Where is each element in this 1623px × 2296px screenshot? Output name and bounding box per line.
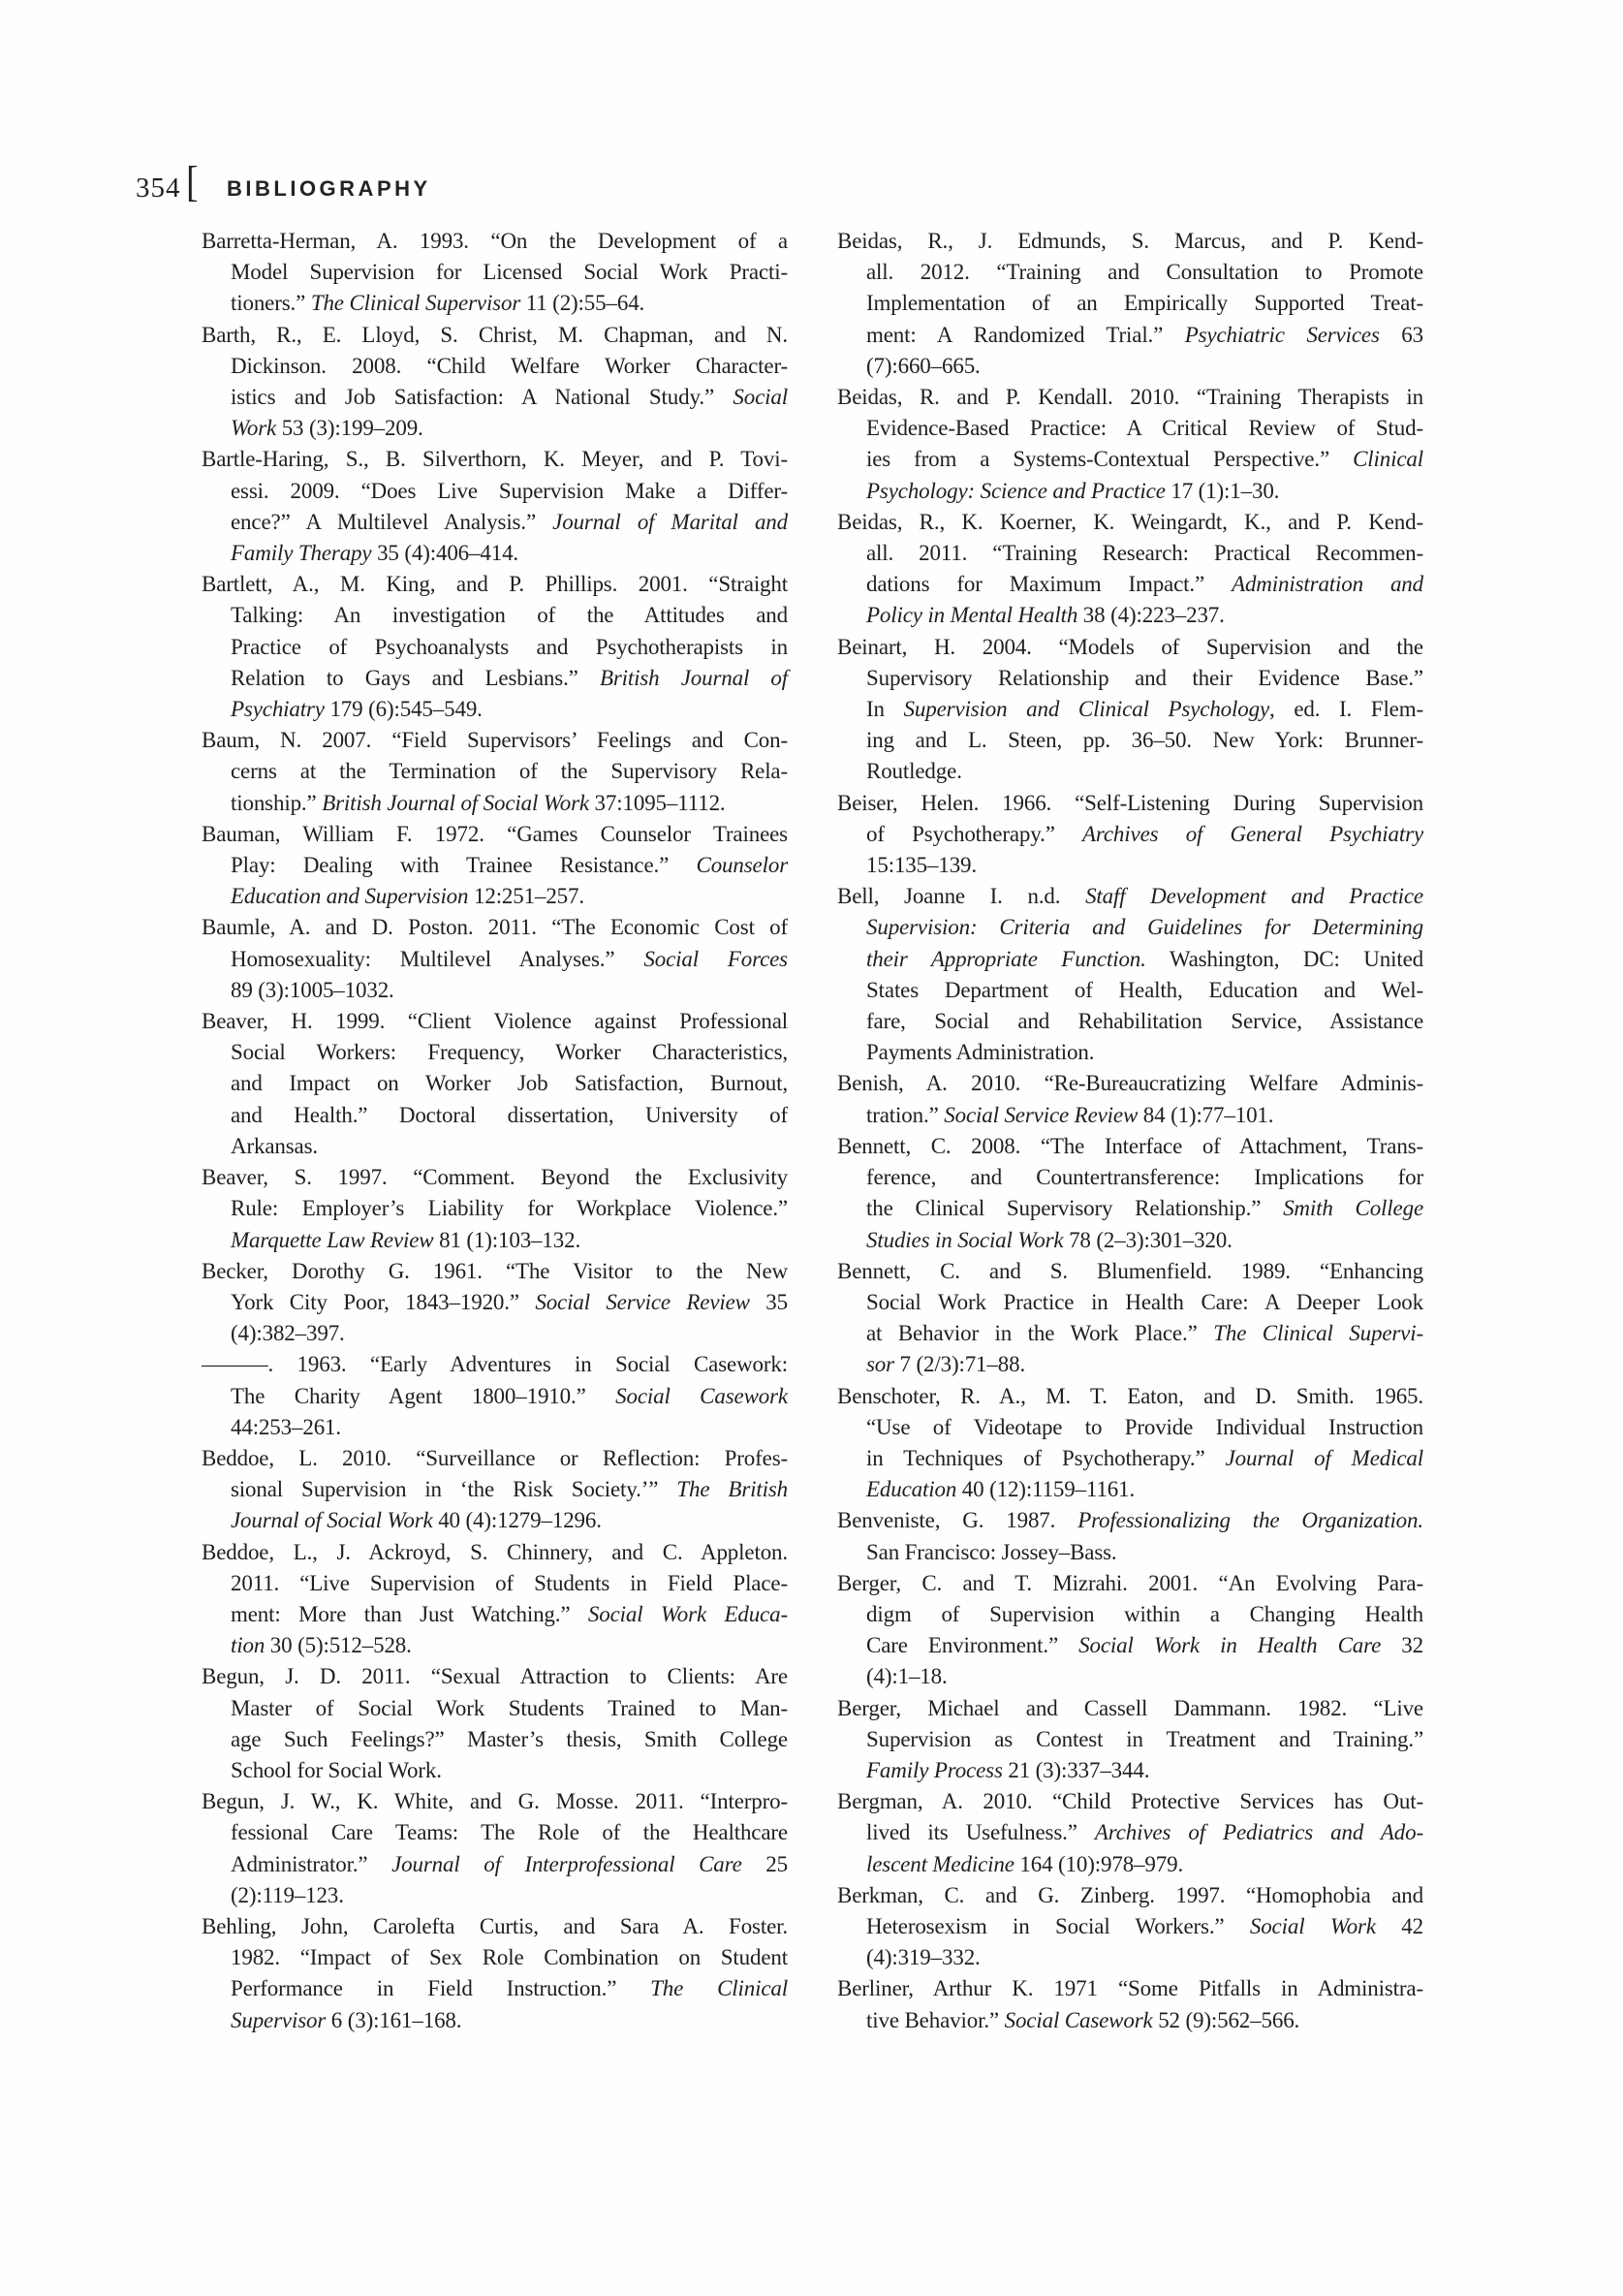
bib-entry-line: tive Behavior.” Social Casework 52 (9):562–566. [866, 2007, 1300, 2032]
bib-entry-line: Work 53 (3):199–209. [231, 416, 423, 441]
bib-entry-line: istics and Job Satisfaction: A National Study.” Social [231, 385, 788, 410]
bib-entry-line: (4):1–18. [866, 1664, 948, 1689]
bib-entry-line: Bartlett, A., M. King, and P. Phillips. 2001. “Straight [202, 572, 788, 597]
bib-entry-line: Performance in Field Instruction.” The Clinical [231, 1976, 788, 2001]
bib-entry-line: Begun, J. D. 2011. “Sexual Attraction to Clients: Are [202, 1664, 788, 1689]
bib-entry-line: Routledge. [866, 759, 962, 784]
bib-entry [202, 320, 788, 445]
bib-entry [837, 1880, 1423, 1974]
bib-entry-line: Beddoe, L. 2010. “Surveillance or Reflection: Profes- [202, 1445, 788, 1470]
bib-entry-line: Beiser, Helen. 1966. “Self-Listening During Supervision [837, 790, 1423, 815]
bib-entry-line: fessional Care Teams: The Role of the Healthcare [231, 1820, 788, 1845]
bib-entry [837, 1068, 1423, 1130]
bib-entry-line: tion 30 (5):512–528. [231, 1633, 412, 1658]
bib-entry-line: ies from a Systems-Contextual Perspective.” Clinical [866, 447, 1423, 472]
bib-entry-line: Practice of Psychoanalysts and Psychotherapists in [231, 634, 788, 659]
bib-entry-line: Berger, C. and T. Mizrahi. 2001. “An Evolving Para- [837, 1570, 1423, 1595]
bib-entry [202, 1537, 788, 1662]
bib-entry-line: Social Workers: Frequency, Worker Characteristics, [231, 1040, 788, 1065]
bib-entry-line: In Supervision and Clinical Psychology, ed. I. Flem- [866, 697, 1423, 722]
bib-entry-line: Heterosexism in Social Workers.” Social Work 42 [866, 1913, 1423, 1938]
bib-entry-line: ———. 1963. “Early Adventures in Social Casework: [202, 1352, 788, 1377]
bib-entry-line: Care Environment.” Social Work in Health Care 32 [866, 1633, 1423, 1658]
bib-entry-line: Benish, A. 2010. “Re-Bureaucratizing Welfare Adminis- [837, 1071, 1423, 1096]
bib-entry-line: Evidence-Based Practice: A Critical Review of Stud- [866, 416, 1423, 441]
bib-entry-line: Beaver, S. 1997. “Comment. Beyond the Exclusivity [202, 1165, 788, 1190]
bib-entry [202, 226, 788, 320]
bib-entry-line: tration.” Social Service Review 84 (1):77–101. [866, 1102, 1274, 1127]
bib-entry-line: Supervisor 6 (3):161–168. [231, 2007, 462, 2032]
bib-entry-line: their Appropriate Function. Washington, DC: United [866, 946, 1423, 971]
bib-entry-line: Begun, J. W., K. White, and G. Mosse. 2011. “Interpro- [202, 1789, 788, 1814]
bib-entry [837, 226, 1423, 382]
bib-entry-line: Benveniste, G. 1987. Professionalizing the Organization. [837, 1508, 1423, 1533]
bib-entry-line: York City Poor, 1843–1920.” Social Service Review 35 [231, 1289, 788, 1314]
bib-entry-line: ment: More than Just Watching.” Social Work Educa- [231, 1601, 788, 1626]
bib-entry-line: Rule: Employer’s Liability for Workplace Violence.” [231, 1196, 788, 1221]
bib-entry-line: all. 2012. “Training and Consultation to Promote [866, 260, 1423, 285]
bib-entry [837, 1786, 1423, 1880]
bib-entry-line: Beinart, H. 2004. “Models of Supervision and the [837, 634, 1423, 659]
bib-entry-line: in Techniques of Psychotherapy.” Journal of Medical [866, 1445, 1423, 1470]
bib-entry-line: 2011. “Live Supervision of Students in Field Place- [231, 1570, 788, 1595]
bibliography-column-right [837, 226, 1423, 2036]
bib-entry-line: Marquette Law Review 81 (1):103–132. [231, 1227, 581, 1252]
bib-entry-line: Administrator.” Journal of Interprofessional Care 25 [231, 1851, 788, 1876]
bib-entry-line: Bartle-Haring, S., B. Silverthorn, K. Meyer, and P. Tovi- [202, 447, 788, 472]
bib-entry-line: (7):660–665. [866, 353, 981, 378]
bib-entry-line: Homosexuality: Multilevel Analyses.” Social Forces [231, 946, 788, 971]
bib-entry-line: Psychiatry 179 (6):545–549. [231, 697, 483, 722]
bibliography-column-left [202, 226, 788, 2036]
bib-entry-line: Beidas, R., K. Koerner, K. Weingardt, K., and P. Kend- [837, 509, 1423, 534]
bib-entry-line: ing and L. Steen, pp. 36–50. New York: Brunner- [866, 728, 1423, 753]
bib-entry-line: Beidas, R., J. Edmunds, S. Marcus, and P. Kend- [837, 229, 1423, 253]
bib-entry [202, 1006, 788, 1162]
bib-entry [837, 507, 1423, 632]
bib-entry [202, 725, 788, 819]
bib-entry-line: Berkman, C. and G. Zinberg. 1997. “Homophobia and [837, 1882, 1423, 1907]
bib-entry-line: essi. 2009. “Does Live Supervision Make a Differ- [231, 478, 788, 503]
bib-entry-line: Benschoter, R. A., M. T. Eaton, and D. Smith. 1965. [837, 1383, 1423, 1408]
bib-entry-line: Supervisory Relationship and their Evidence Base.” [866, 665, 1423, 690]
bib-entry [202, 1661, 788, 1786]
bib-entry-line: age Such Feelings?” Master’s thesis, Smith College [231, 1726, 788, 1751]
bib-entry-line: ference, and Countertransference: Implications for [866, 1165, 1423, 1190]
bib-entry-line: Policy in Mental Health 38 (4):223–237. [866, 603, 1225, 628]
bib-entry-line: 89 (3):1005–1032. [231, 977, 394, 1002]
bib-entry-line: Education 40 (12):1159–1161. [866, 1477, 1136, 1502]
bib-entry-line: Bergman, A. 2010. “Child Protective Services has Out- [837, 1789, 1423, 1814]
bib-entry [202, 569, 788, 725]
bib-entry [837, 1381, 1423, 1506]
bib-entry-line: Master of Social Work Students Trained to Man- [231, 1695, 788, 1720]
bib-entry-line: Baumle, A. and D. Poston. 2011. “The Economic Cost of [202, 915, 788, 940]
bib-entry [202, 1911, 788, 2036]
bib-entry-line: Implementation of an Empirically Supported Treat- [866, 291, 1423, 316]
bib-entry-line: Relation to Gays and Lesbians.” British Journal of [231, 665, 788, 690]
bib-entry-line: (2):119–123. [231, 1882, 344, 1907]
bib-entry [837, 1505, 1423, 1567]
bib-entry-line: Baum, N. 2007. “Field Supervisors’ Feelings and Con- [202, 728, 788, 753]
bib-entry-line: Bennett, C. 2008. “The Interface of Attachment, Trans- [837, 1133, 1423, 1158]
bib-entry-line: digm of Supervision within a Changing Health [866, 1601, 1423, 1626]
bib-entry-line: Talking: An investigation of the Attitudes and [231, 603, 788, 628]
bib-entry-line: Payments Administration. [866, 1040, 1095, 1065]
bib-entry-line: Psychology: Science and Practice 17 (1):1–30. [866, 478, 1280, 503]
bib-entry-line: “Use of Videotape to Provide Individual Instruction [866, 1414, 1423, 1439]
bib-entry-line: Family Therapy 35 (4):406–414. [231, 541, 519, 566]
bib-entry-line: The Charity Agent 1800–1910.” Social Casework [231, 1383, 788, 1408]
bib-entry-line: Barretta-Herman, A. 1993. “On the Development of a [202, 229, 788, 253]
bib-entry [837, 382, 1423, 507]
bib-entry-line: States Department of Health, Education and Wel- [866, 977, 1423, 1002]
bib-entry-line: Supervision: Criteria and Guidelines for Determining [866, 915, 1423, 940]
bib-entry-line: School for Social Work. [231, 1757, 442, 1782]
bib-entry-line: Berliner, Arthur K. 1971 “Some Pitfalls in Administra- [837, 1976, 1423, 2001]
bib-entry-line: Beddoe, L., J. Ackroyd, S. Chinnery, and C. Appleton. [202, 1539, 788, 1564]
bib-entry [202, 1349, 788, 1443]
header-bracket-ornament: [ [186, 158, 199, 205]
running-head-title: BIBLIOGRAPHY [227, 176, 431, 201]
bib-entry [202, 1256, 788, 1350]
bib-entry-line: Journal of Social Work 40 (4):1279–1296. [231, 1508, 602, 1533]
bib-entry-line: 1982. “Impact of Sex Role Combination on Student [231, 1945, 788, 1970]
bib-entry-line: ment: A Randomized Trial.” Psychiatric Services 63 [866, 322, 1423, 347]
bib-entry [837, 632, 1423, 788]
bib-entry [202, 819, 788, 913]
bib-entry [837, 1568, 1423, 1693]
bib-entry [202, 1443, 788, 1537]
bib-entry-line: the Clinical Supervisory Relationship.” Smith College [866, 1196, 1423, 1221]
bib-entry-line: 15:135–139. [866, 853, 977, 878]
bib-entry-line: Beaver, H. 1999. “Client Violence against Professional [202, 1009, 788, 1034]
bib-entry [837, 1693, 1423, 1787]
bib-entry-line: Berger, Michael and Cassell Dammann. 1982. “Live [837, 1695, 1423, 1720]
bib-entry-line: of Psychotherapy.” Archives of General Psychiatry [866, 821, 1423, 846]
bib-entry-line: at Behavior in the Work Place.” The Clinical Supervi- [866, 1321, 1423, 1346]
bib-entry-line: Studies in Social Work 78 (2–3):301–320. [866, 1227, 1233, 1252]
bib-entry-line: sional Supervision in ‘the Risk Society.’” The British [231, 1477, 788, 1502]
bib-entry [837, 788, 1423, 882]
bib-entry [202, 1162, 788, 1256]
bib-entry [837, 881, 1423, 1068]
bib-entry-line: Supervision as Contest in Treatment and Training.” [866, 1726, 1423, 1751]
bib-entry-line: Beidas, R. and P. Kendall. 2010. “Training Therapists in [837, 385, 1423, 410]
bib-entry [202, 1786, 788, 1911]
bib-entry-line: Arkansas. [231, 1133, 318, 1158]
bib-entry [837, 1131, 1423, 1256]
bib-entry-line: fare, Social and Rehabilitation Service, Assistance [866, 1009, 1423, 1034]
bib-entry-line: Behling, John, Carolefta Curtis, and Sara A. Foster. [202, 1913, 788, 1938]
bib-entry-line: (4):382–397. [231, 1321, 345, 1346]
bib-entry-line: Education and Supervision 12:251–257. [231, 884, 584, 909]
bib-entry-line: Bennett, C. and S. Blumenfield. 1989. “Enhancing [837, 1258, 1423, 1283]
bib-entry-line: sor 7 (2/3):71–88. [866, 1352, 1026, 1377]
bib-entry-line: Model Supervision for Licensed Social Work Practi- [231, 260, 788, 285]
bib-entry-line: Play: Dealing with Trainee Resistance.” Counselor [231, 853, 788, 878]
bib-entry-line: all. 2011. “Training Research: Practical Recommen- [866, 541, 1423, 566]
bib-entry-line: Becker, Dorothy G. 1961. “The Visitor to the New [202, 1258, 788, 1283]
bib-entry [837, 1973, 1423, 2035]
bib-entry-line: San Francisco: Jossey–Bass. [866, 1539, 1117, 1564]
bib-entry [202, 444, 788, 569]
bib-entry [837, 1256, 1423, 1381]
bib-entry-line: cerns at the Termination of the Supervisory Rela- [231, 759, 788, 784]
bib-entry-line: (4):319–332. [866, 1945, 981, 1970]
bib-entry-line: tionship.” British Journal of Social Work 37:1095–1112. [231, 790, 726, 815]
bib-entry-line: lescent Medicine 164 (10):978–979. [866, 1851, 1184, 1876]
bib-entry-line: Bauman, William F. 1972. “Games Counselor Trainees [202, 821, 788, 846]
bib-entry-line: tioners.” The Clinical Supervisor 11 (2):55–64. [231, 291, 645, 316]
bib-entry-line: dations for Maximum Impact.” Administration and [866, 572, 1423, 597]
bib-entry-line: and Health.” Doctoral dissertation, University of [231, 1102, 788, 1127]
bib-entry-line: Barth, R., E. Lloyd, S. Christ, M. Chapman, and N. [202, 322, 788, 347]
bib-entry-line: Social Work Practice in Health Care: A Deeper Look [866, 1289, 1423, 1314]
bib-entry-line: Dickinson. 2008. “Child Welfare Worker Character- [231, 353, 788, 378]
bib-entry-line: 44:253–261. [231, 1414, 341, 1439]
bib-entry [202, 912, 788, 1006]
page-number: 354 [136, 173, 181, 204]
bib-entry-line: Family Process 21 (3):337–344. [866, 1757, 1150, 1782]
bib-entry-line: and Impact on Worker Job Satisfaction, Burnout, [231, 1071, 788, 1096]
bib-entry-line: lived its Usefulness.” Archives of Pediatrics and Ado- [866, 1820, 1423, 1845]
bib-entry-line: Bell, Joanne I. n.d. Staff Development and Practice [837, 884, 1423, 909]
bib-entry-line: ence?” A Multilevel Analysis.” Journal of Marital and [231, 509, 788, 534]
